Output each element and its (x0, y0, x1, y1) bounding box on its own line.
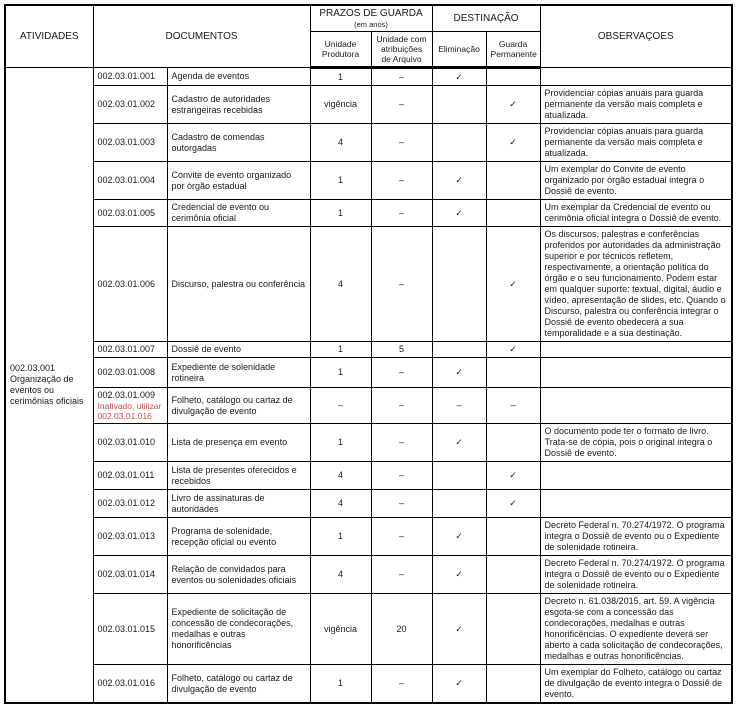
document-code: 002.03.01.008 (97, 367, 156, 377)
retention-archive-unit: – (371, 162, 432, 200)
table-row (5, 490, 732, 518)
document-title-cell: Agenda de eventos (167, 68, 310, 86)
col-header-unidade-arquivo: Unidade com atribuições de Arquivo (371, 32, 432, 68)
document-title-cell: Convite de evento organizado por órgão estadual (167, 162, 310, 200)
retention-producing-unit: 1 (310, 68, 371, 86)
document-code: 002.03.01.010 (97, 437, 156, 447)
observations-cell: Um exemplar do Folheto, catálogo ou cartaz de divulgação de evento integra o Dossiê de evento. (540, 665, 732, 704)
retention-producing-unit: 1 (310, 665, 371, 704)
col-header-observacoes: OBSERVAÇOES (540, 5, 732, 68)
document-code: 002.03.01.002 (97, 99, 156, 109)
observations-cell: Um exemplar do Convite de evento organizado por órgão estadual integra o Dossiê de evento. (540, 162, 732, 200)
col-header-destinacao: DESTINAÇÃO (432, 5, 540, 32)
retention-producing-unit: vigência (310, 86, 371, 124)
table-row (5, 86, 732, 124)
document-title-cell: Discurso, palestra ou conferência (167, 227, 310, 342)
retention-producing-unit: 1 (310, 424, 371, 462)
activity-code: 002.03.001 (10, 363, 56, 373)
destination-permanent (486, 556, 540, 594)
document-code-cell (93, 124, 167, 162)
retention-producing-unit: 4 (310, 556, 371, 594)
table-row (5, 665, 732, 704)
document-code-cell (93, 462, 167, 490)
document-code: 002.03.01.006 (97, 278, 156, 289)
retention-producing-unit: – (310, 388, 371, 424)
document-code: 002.03.01.001 (97, 71, 156, 81)
document-title-cell: Dossiê de evento (167, 342, 310, 358)
destination-permanent: ✓ (486, 86, 540, 124)
retention-producing-unit: 4 (310, 124, 371, 162)
observations-cell: Providenciar cópias anuais para guarda permanente da versão mais completa e atualizada. (540, 124, 732, 162)
destination-elimination (432, 124, 486, 162)
destination-elimination: ✓ (432, 424, 486, 462)
document-title-cell: Programa de solenidade, recepção oficial ou evento (167, 518, 310, 556)
document-title-cell: Expediente de solenidade rotineira (167, 358, 310, 388)
temporality-table (4, 4, 733, 704)
retention-producing-unit: 4 (310, 227, 371, 342)
document-code: 002.03.01.016 (97, 678, 156, 688)
retention-archive-unit: 20 (371, 594, 432, 665)
document-title-cell: Lista de presentes oferecidos e recebidos (167, 462, 310, 490)
destination-elimination: ✓ (432, 200, 486, 227)
retention-producing-unit: vigência (310, 594, 371, 665)
document-title-cell: Expediente de solicitação de concessão de condecorações, medalhas e outras honorificências (167, 594, 310, 665)
destination-elimination: ✓ (432, 518, 486, 556)
observations-cell: Um exemplar da Credencial de evento ou cerimônia oficial integra o Dossiê de evento. (540, 200, 732, 227)
header-row-groups (5, 5, 732, 32)
destination-permanent (486, 68, 540, 86)
retention-archive-unit: – (371, 227, 432, 342)
retention-archive-unit: – (371, 556, 432, 594)
observations-cell: Providenciar cópias anuais para guarda permanente da versão mais completa e atualizada. (540, 86, 732, 124)
destination-elimination: – (432, 388, 486, 424)
document-code: 002.03.01.009 (97, 390, 156, 400)
document-title-cell: Cadastro de comendas outorgadas (167, 124, 310, 162)
document-code: 002.03.01.014 (97, 569, 156, 579)
document-code: 002.03.01.013 (97, 531, 156, 541)
destination-elimination: ✓ (432, 68, 486, 86)
document-code-cell (93, 490, 167, 518)
table-row (5, 342, 732, 358)
retention-producing-unit: 1 (310, 518, 371, 556)
table-row (5, 594, 732, 665)
observations-cell: Decreto Federal n. 70.274/1972. O programa integra o Dossiê de evento ou o Expediente de solenidade rotineira. (540, 518, 732, 556)
table-row (5, 227, 732, 342)
col-header-prazos-de-guarda (310, 5, 432, 32)
document-code: 002.03.01.005 (97, 207, 156, 218)
document-code-cell (93, 200, 167, 227)
document-code-cell (93, 556, 167, 594)
document-code-cell (93, 68, 167, 86)
table-row (5, 200, 732, 227)
destination-permanent: – (486, 388, 540, 424)
retention-producing-unit: 4 (310, 462, 371, 490)
retention-producing-unit: 1 (310, 342, 371, 358)
destination-permanent (486, 665, 540, 704)
retention-producing-unit: 1 (310, 200, 371, 227)
observations-cell (540, 68, 732, 86)
destination-permanent (486, 200, 540, 227)
observations-cell (540, 388, 732, 424)
retention-archive-unit: – (371, 665, 432, 704)
destination-elimination (432, 86, 486, 124)
observations-cell: Os discursos, palestras e conferências proferidos por autoridades da administração superior e por técnicos refletem, respectivamente, a orientação política do órgão e o seu funcionamento. Podem estar em qualquer suporte: textual, digital, áudio e vídeo, apresentação de slides, etc. Quando o Discurso, palestra ou conferência integrar o Dossiê de evento obedecerá a sua temporalidade e a sua destinação. (540, 227, 732, 342)
col-header-documentos: DOCUMENTOS (93, 5, 310, 68)
observations-cell (540, 342, 732, 358)
table-row (5, 518, 732, 556)
document-code: 002.03.01.004 (97, 175, 156, 185)
document-code: 002.03.01.011 (97, 470, 155, 480)
destination-elimination (432, 462, 486, 490)
col-header-atividades: ATIVIDADES (5, 5, 93, 68)
destination-permanent: ✓ (486, 342, 540, 358)
retention-archive-unit: 5 (371, 342, 432, 358)
col-header-eliminacao: Eliminação (432, 32, 486, 68)
col-header-guarda-permanente: Guarda Permanente (486, 32, 540, 68)
document-code-cell (93, 358, 167, 388)
destination-permanent: ✓ (486, 490, 540, 518)
document-title-cell: Folheto, catálogo ou cartaz de divulgação de evento (167, 388, 310, 424)
table-row (5, 462, 732, 490)
destination-permanent (486, 424, 540, 462)
table-row (5, 388, 732, 424)
table-row (5, 68, 732, 86)
retention-archive-unit: – (371, 86, 432, 124)
retention-producing-unit: 1 (310, 358, 371, 388)
destination-elimination: ✓ (432, 665, 486, 704)
col-header-unidade-produtora: Unidade Produtora (310, 32, 371, 68)
destination-permanent: ✓ (486, 462, 540, 490)
destination-elimination (432, 227, 486, 342)
destination-elimination: ✓ (432, 594, 486, 665)
document-title-cell: Credencial de evento ou cerimônia oficial (167, 200, 310, 227)
activity-label: Organização de eventos ou cerimônias oficiais (10, 374, 84, 406)
document-code-cell (93, 86, 167, 124)
destination-elimination: ✓ (432, 358, 486, 388)
table-row (5, 162, 732, 200)
document-title-cell: Livro de assinaturas de autoridades (167, 490, 310, 518)
retention-archive-unit: – (371, 68, 432, 86)
destination-permanent: ✓ (486, 227, 540, 342)
destination-elimination: ✓ (432, 556, 486, 594)
document-title-cell: Cadastro de autoridades estrangeiras recebidas (167, 86, 310, 124)
activity-cell (5, 68, 93, 704)
retention-archive-unit: – (371, 462, 432, 490)
prazos-title: PRAZOS DE GUARDA (319, 8, 423, 19)
retention-archive-unit: – (371, 358, 432, 388)
destination-permanent (486, 358, 540, 388)
destination-elimination: ✓ (432, 162, 486, 200)
retention-producing-unit: 4 (310, 490, 371, 518)
observations-cell (540, 358, 732, 388)
document-code: 002.03.01.012 (97, 498, 156, 508)
document-title-cell: Lista de presença em evento (167, 424, 310, 462)
document-code-cell (93, 162, 167, 200)
retention-archive-unit: – (371, 424, 432, 462)
retention-archive-unit: – (371, 490, 432, 518)
retention-archive-unit: – (371, 388, 432, 424)
document-code-cell (93, 424, 167, 462)
retention-archive-unit: – (371, 124, 432, 162)
table-row (5, 556, 732, 594)
document-code-cell (93, 342, 167, 358)
document-code: 002.03.01.003 (97, 137, 156, 147)
retention-archive-unit: – (371, 518, 432, 556)
retention-archive-unit: – (371, 200, 432, 227)
prazos-subtitle: (em anos) (354, 20, 388, 29)
document-code: 002.03.01.015 (97, 623, 156, 634)
document-code: 002.03.01.007 (97, 344, 156, 354)
observations-cell (540, 462, 732, 490)
document-code-cell (93, 594, 167, 665)
table-row (5, 124, 732, 162)
table-row (5, 424, 732, 462)
document-title-cell: Folheto, catálogo ou cartaz de divulgação de evento (167, 665, 310, 704)
destination-permanent (486, 162, 540, 200)
document-title-cell: Relação de convidados para eventos ou solenidades oficiais (167, 556, 310, 594)
observations-cell: Decreto Federal n. 70.274/1972. O programa integra o Dossiê de evento ou o Expediente de solenidade rotineira. (540, 556, 732, 594)
inactivated-note: Inativado, utilizar 002.03.01.016 (97, 401, 162, 421)
destination-elimination (432, 342, 486, 358)
observations-cell (540, 490, 732, 518)
destination-permanent (486, 518, 540, 556)
table-row (5, 358, 732, 388)
observations-cell: O documento pode ter o formato de livro. Trata-se de cópia, pois o original integra o Dossiê de evento. (540, 424, 732, 462)
destination-permanent (486, 594, 540, 665)
document-code-cell (93, 388, 167, 424)
destination-permanent: ✓ (486, 124, 540, 162)
observations-cell: Decreto n. 61.038/2015, art. 59. A vigência esgota-se com a concessão das condecorações, medalhas e outras honorificências. O expediente deverá ser aberto a cada solicitação de condecorações, medalhas e outras honorificências. (540, 594, 732, 665)
document-code-cell (93, 227, 167, 342)
document-code-cell (93, 665, 167, 704)
document-code-cell (93, 518, 167, 556)
destination-elimination (432, 490, 486, 518)
retention-producing-unit: 1 (310, 162, 371, 200)
